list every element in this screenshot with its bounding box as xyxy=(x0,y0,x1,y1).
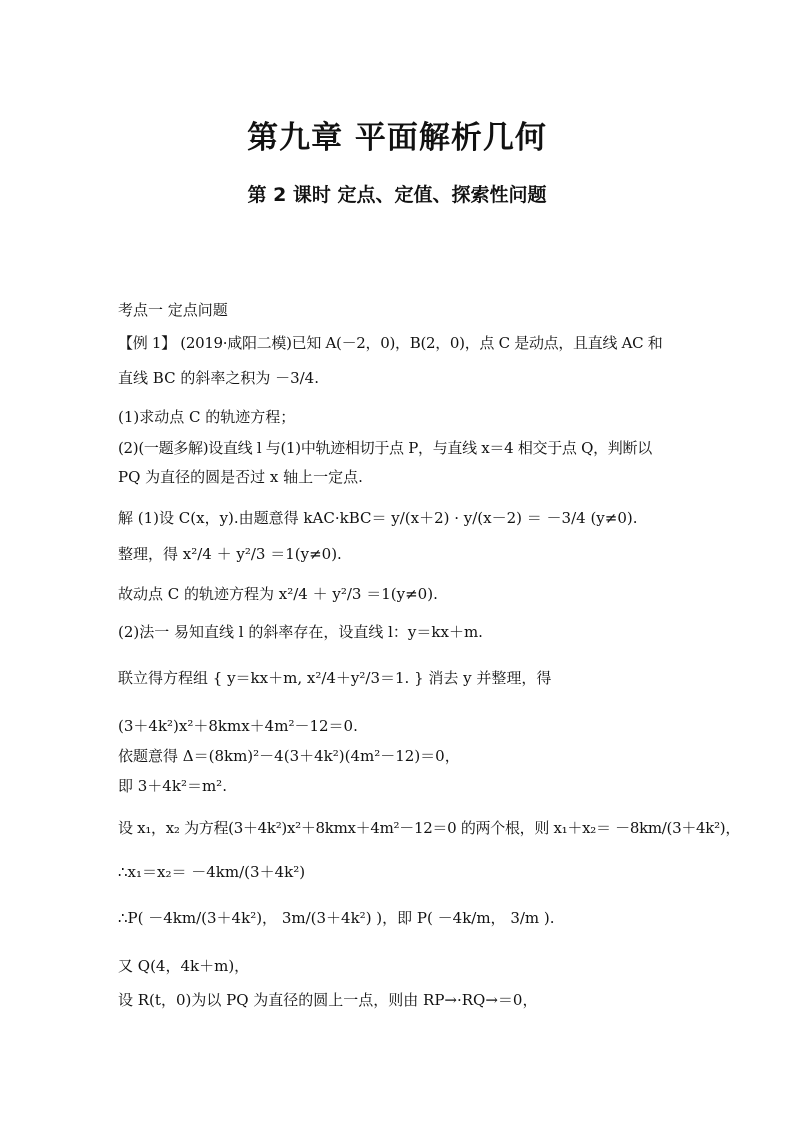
solution-line: 整理，得 x²/4 ＋ y²/3 ＝1(y≠0). xyxy=(118,545,342,563)
solution-line: 又 Q(4，4k＋m)， xyxy=(118,957,250,975)
solution-line: 即 3＋4k²＝m². xyxy=(118,777,227,795)
section-heading: 考点一 定点问题 xyxy=(118,301,228,319)
example-line: 【例 1】 (2019·咸阳二模)已知 A(－2，0)，B(2，0)，点 C 是动点，且直线 AC 和 xyxy=(118,334,663,352)
question-line: (1)求动点 C 的轨迹方程； xyxy=(118,408,296,426)
example-line: 直线 BC 的斜率之积为 －3/4. xyxy=(118,369,319,387)
solution-line: ∴x₁＝x₂＝ －4km/(3＋4k²) xyxy=(118,863,306,881)
solution-line: ∴P( －4km/(3＋4k²)， 3m/(3＋4k²) )，即 P( －4k/m， 3/m ). xyxy=(118,909,555,927)
chapter-title: 第九章 平面解析几何 xyxy=(247,120,547,156)
solution-line: 依题意得 Δ＝(8km)²－4(3＋4k²)(4m²－12)＝0， xyxy=(118,747,460,765)
solution-line: 设 x₁，x₂ 为方程(3＋4k²)x²＋8kmx＋4m²－12＝0 的两个根，则 x₁＋x₂＝ －8km/(3＋4k²)， xyxy=(118,819,741,837)
solution-line: 设 R(t，0)为以 PQ 为直径的圆上一点，则由 RP→·RQ→＝0， xyxy=(118,991,538,1009)
solution-line: (2)法一 易知直线 l 的斜率存在，设直线 l：y＝kx＋m. xyxy=(118,623,483,641)
solution-line: 解 (1)设 C(x，y).由题意得 kAC·kBC＝ y/(x＋2) · y/(x－2) ＝ －3/4 (y≠0). xyxy=(118,509,638,527)
solution-line: 联立得方程组 { y＝kx＋m, x²/4＋y²/3＝1. } 消去 y 并整理，得 xyxy=(118,669,552,687)
question-line: PQ 为直径的圆是否过 x 轴上一定点. xyxy=(118,468,363,486)
question-line: (2)(一题多解)设直线 l 与(1)中轨迹相切于点 P，与直线 x＝4 相交于点 Q，判断以 xyxy=(118,439,652,457)
lesson-title: 第 2 课时 定点、定值、探索性问题 xyxy=(247,184,547,206)
solution-line: (3＋4k²)x²＋8kmx＋4m²－12＝0. xyxy=(118,717,358,735)
solution-line: 故动点 C 的轨迹方程为 x²/4 ＋ y²/3 ＝1(y≠0). xyxy=(118,585,438,603)
